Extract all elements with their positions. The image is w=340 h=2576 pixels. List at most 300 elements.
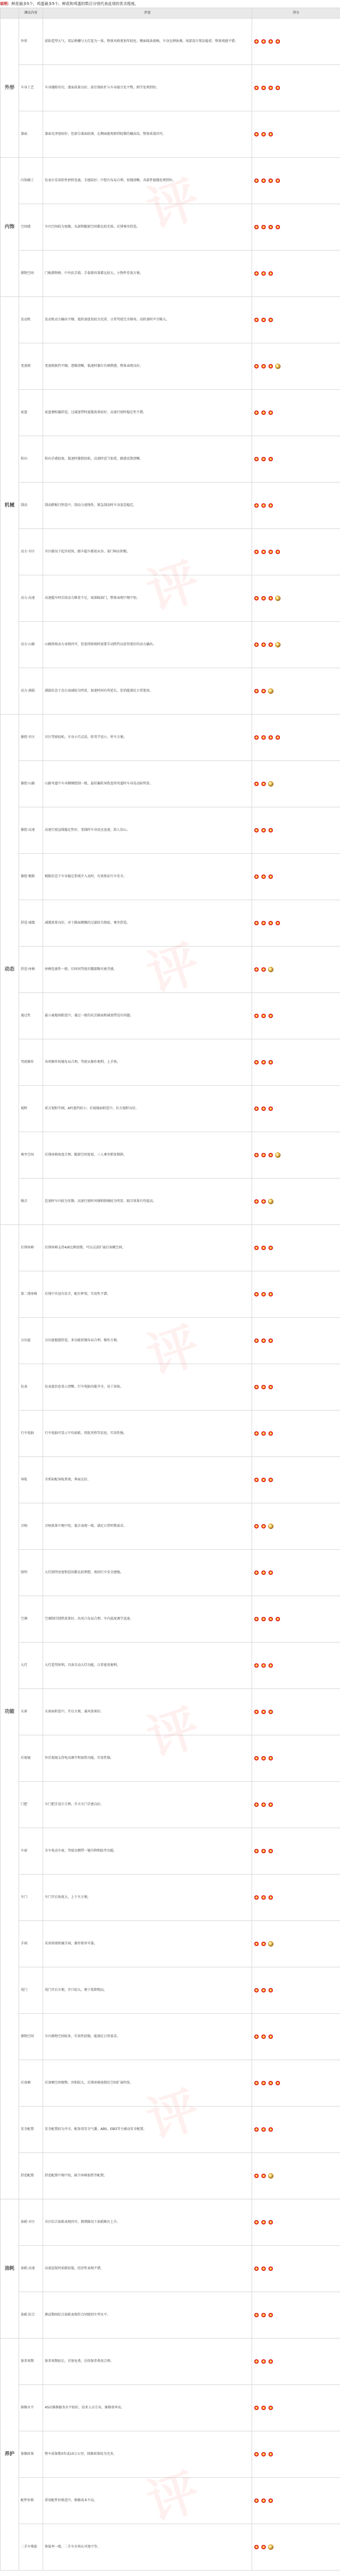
flower-icon — [254, 2359, 259, 2364]
row-item: 操控·极限 — [19, 854, 43, 900]
flower-icon — [254, 1338, 259, 1343]
flower-icon — [261, 1895, 266, 1900]
row-item: 后备厢 — [19, 2060, 43, 2107]
table-row — [1, 19, 340, 65]
table-row — [1, 2385, 340, 2431]
flower-icon — [275, 85, 281, 91]
flower-icon — [275, 178, 281, 183]
row-item: 噪音 — [19, 1179, 43, 1225]
row-item: 仪表 — [19, 1364, 43, 1411]
row-score — [252, 2339, 340, 2385]
row-desc: 底盘调校偏舒适，过减速带时滤震效果较好，高速行驶时稳定性不错。 — [43, 390, 252, 436]
section-category: 内饰 — [1, 158, 19, 297]
flower-icon — [254, 1524, 259, 1529]
row-desc: 整车质保期3年或10万公里，保修政策较为完善。 — [43, 2431, 252, 2478]
row-score — [252, 1596, 340, 1643]
row-desc: 变速箱换挡平顺，逻辑清晰，低速时偶尔有顿挫感，整体表现良好。 — [43, 343, 252, 390]
row-item: 维修水平 — [19, 2385, 43, 2431]
row-item: 车身工艺 — [19, 65, 43, 111]
flower-icon — [254, 1663, 259, 1668]
flower-icon — [254, 2498, 259, 2503]
table-row — [1, 204, 340, 251]
row-desc: 市区路况下起步轻快，跟车超车都很从容，油门响应积极。 — [43, 529, 252, 575]
row-score — [252, 2385, 340, 2431]
row-desc: 怠速时车内较为安静，高速行驶时风噪和胎噪较为明显，隔音效果有待提高。 — [43, 1179, 252, 1225]
flower-icon — [268, 1756, 273, 1761]
flower-icon — [254, 1060, 259, 1065]
flower-icon — [275, 735, 281, 740]
row-item: 发动机 — [19, 297, 43, 343]
row-desc: 门板储物格、中央扶手箱、手套箱容量都比较大，小物件存放方便。 — [43, 251, 252, 297]
header-score: 得分 — [252, 8, 340, 19]
row-item: 动力·山路 — [19, 622, 43, 668]
legend-note — [0, 0, 340, 8]
row-score — [252, 1457, 340, 1503]
section-category: 功能 — [1, 1225, 19, 2199]
row-item: 尾门 — [19, 1967, 43, 2014]
flower-icon — [261, 2266, 266, 2271]
flower-icon — [254, 2080, 259, 2086]
egg-icon — [275, 596, 281, 601]
row-desc: 转向手感轻盈，低速时操控轻松，高速时适当加重，路感反馈清晰。 — [43, 436, 252, 483]
section-category: 动态 — [1, 715, 19, 1225]
flower-icon — [254, 688, 259, 694]
flower-icon — [261, 456, 266, 462]
row-score — [252, 19, 340, 65]
flower-icon — [254, 2173, 259, 2179]
flower-icon — [268, 85, 273, 91]
row-score — [252, 1086, 340, 1132]
flower-icon — [254, 642, 259, 647]
table-row — [1, 807, 340, 854]
table-row — [1, 2014, 340, 2060]
flower-icon — [261, 1152, 266, 1158]
flower-icon — [254, 1616, 259, 1622]
flower-icon — [261, 364, 266, 369]
flower-icon — [268, 2498, 273, 2503]
flower-icon — [268, 224, 273, 230]
flower-icon — [268, 1152, 273, 1158]
row-score — [252, 2060, 340, 2107]
row-score — [252, 1735, 340, 1782]
table-row — [1, 1364, 340, 1411]
table-row — [1, 2107, 340, 2153]
row-desc: 座椅包裹性一般，长时间驾驶后腰部略有疲劳感。 — [43, 947, 252, 993]
row-score — [252, 343, 340, 390]
row-item: 二手车残值 — [19, 2524, 43, 2571]
flower-icon — [261, 549, 266, 555]
table-body — [1, 19, 340, 2571]
egg-icon — [275, 642, 281, 647]
row-item: 操控·山路 — [19, 761, 43, 807]
table-row — [1, 1550, 340, 1596]
row-score — [252, 900, 340, 947]
row-desc: 常用配件价格适中，维修成本不高。 — [43, 2478, 252, 2524]
row-item: 外形 — [19, 19, 43, 65]
row-score — [252, 2431, 340, 2478]
flower-icon — [254, 1477, 259, 1483]
row-score — [252, 436, 340, 483]
flower-icon — [275, 2080, 281, 2086]
flower-icon — [268, 1477, 273, 1483]
flower-icon — [261, 967, 266, 972]
flower-icon — [254, 132, 259, 137]
flower-icon — [268, 1988, 273, 1993]
row-item: 行车电脑 — [19, 1411, 43, 1457]
row-desc: 外后视镜支持电动调节和加热功能，实用性强。 — [43, 1735, 252, 1782]
row-desc: 各项操作按键布局合理，驾驶员操作便利，上手快。 — [43, 1039, 252, 1086]
flower-icon — [268, 132, 273, 137]
flower-icon — [254, 2220, 259, 2225]
flower-icon — [261, 1106, 266, 1111]
flower-icon — [254, 1988, 259, 1993]
watermark: 评 — [140, 1313, 212, 1387]
row-score — [252, 1550, 340, 1596]
row-desc: 山路爬坡动力表现尚可，但连续爬坡时需要手动降挡以获得更好的动力输出。 — [43, 622, 252, 668]
table-row — [1, 297, 340, 343]
table-row — [1, 1689, 340, 1735]
table-row — [1, 2478, 340, 2524]
flower-icon — [268, 2266, 273, 2271]
flower-icon — [254, 1709, 259, 1715]
flower-icon — [254, 596, 259, 601]
flower-icon — [254, 1199, 259, 1204]
flower-icon — [261, 132, 266, 137]
table-row — [1, 2524, 340, 2571]
egg-icon — [268, 781, 273, 787]
flower-icon — [268, 271, 273, 276]
table-row — [1, 2246, 340, 2292]
row-desc: 全系标配导航系统，界面友好。 — [43, 1457, 252, 1503]
row-score — [252, 1921, 340, 1967]
flower-icon — [254, 1152, 259, 1158]
table-row — [1, 1411, 340, 1457]
flower-icon — [261, 2173, 266, 2179]
table-row — [1, 111, 340, 158]
row-item: 手刹 — [19, 1921, 43, 1967]
egg-icon — [268, 1941, 273, 1947]
row-score — [252, 1411, 340, 1457]
table-row — [1, 715, 340, 761]
flower-icon — [268, 549, 273, 555]
flower-icon — [254, 967, 259, 972]
flower-icon — [254, 2405, 259, 2411]
flower-icon — [261, 85, 266, 91]
flower-icon — [268, 2312, 273, 2318]
section-category: 机械 — [1, 297, 19, 715]
flower-icon — [268, 1338, 273, 1343]
flower-icon — [261, 596, 266, 601]
table-row — [1, 1782, 340, 1828]
row-item: 安全配置 — [19, 2107, 43, 2153]
row-item: 驾驶操作 — [19, 1039, 43, 1086]
row-score — [252, 854, 340, 900]
flower-icon — [254, 85, 259, 91]
review-table — [0, 8, 340, 2571]
flower-icon — [268, 920, 273, 926]
flower-icon — [268, 456, 273, 462]
header-item: 测试内容 — [19, 8, 43, 19]
flower-icon — [261, 828, 266, 833]
row-score — [252, 1967, 340, 2014]
flower-icon — [254, 920, 259, 926]
table-row — [1, 436, 340, 483]
flower-icon — [261, 224, 266, 230]
watermark: 评 — [140, 167, 212, 240]
flower-icon — [268, 2127, 273, 2132]
flower-icon — [268, 2452, 273, 2457]
flower-icon — [254, 1848, 259, 1854]
row-item: 动力·高速 — [19, 575, 43, 622]
row-desc: 仪表盘信息显示清晰，行车电脑功能齐全，易于读取。 — [43, 1364, 252, 1411]
flower-icon — [275, 224, 281, 230]
flower-icon — [254, 364, 259, 369]
flower-icon — [254, 2127, 259, 2132]
row-item: 第二排座椅 — [19, 1271, 43, 1318]
row-desc: 音响效果中规中矩，低音表现一般，满足日常听歌需求。 — [43, 1503, 252, 1550]
row-score — [252, 2292, 340, 2339]
row-item: 操控·市区 — [19, 715, 43, 761]
flower-icon — [261, 178, 266, 183]
flower-icon — [275, 549, 281, 555]
table-row — [1, 1503, 340, 1550]
row-score — [252, 622, 340, 668]
row-score — [252, 993, 340, 1039]
row-desc: 尾门开启方便，开口较大，便于装卸物品。 — [43, 1967, 252, 2014]
table-row — [1, 1828, 340, 1875]
flower-icon — [268, 503, 273, 508]
flower-icon — [268, 1802, 273, 1807]
section-category: 外形 — [1, 19, 19, 158]
row-score — [252, 2524, 340, 2571]
flower-icon — [254, 410, 259, 415]
row-desc: 天窗面积适中，开启方便，通风效果好。 — [43, 1689, 252, 1735]
flower-icon — [261, 1988, 266, 1993]
flower-icon — [261, 1941, 266, 1947]
row-item: 操控·高速 — [19, 807, 43, 854]
flower-icon — [261, 1199, 266, 1204]
row-desc: 山路弯道中车身侧倾控制一般，悬挂偏软导致连续弯道时车身晃动较明显。 — [43, 761, 252, 807]
row-desc: 高速超车时后段动力略显不足，需深踩油门，整体表现中规中矩。 — [43, 575, 252, 622]
row-item: 照明 — [19, 1550, 43, 1596]
egg-icon — [275, 1152, 281, 1158]
row-score — [252, 668, 340, 715]
flower-icon — [261, 271, 266, 276]
row-item: 方向盘 — [19, 1318, 43, 1364]
flower-icon — [254, 2452, 259, 2457]
row-item: 门把 — [19, 1782, 43, 1828]
row-item: 大灯 — [19, 1643, 43, 1689]
flower-icon — [268, 1709, 273, 1715]
section-category: 油耗 — [1, 2199, 19, 2339]
row-desc: 市区驾驶轻松，车身小巧灵活，转弯半径小，停车方便。 — [43, 715, 252, 761]
row-score — [252, 1271, 340, 1318]
flower-icon — [261, 781, 266, 787]
flower-icon — [261, 1060, 266, 1065]
row-item: 底盘 — [19, 390, 43, 436]
row-desc: 车内储物空间较多，实用性较强，能满足日常需求。 — [43, 2014, 252, 2060]
row-item: 车窗 — [19, 1828, 43, 1875]
flower-icon — [268, 1013, 273, 1019]
flower-icon — [261, 1431, 266, 1436]
flower-icon — [261, 1338, 266, 1343]
flower-icon — [254, 1384, 259, 1390]
row-score — [252, 158, 340, 204]
row-desc: 仪表台采用软性材料包裹，手感较好；中控台布局合理，按键清晰，各部件接缝处理到位。 — [43, 158, 252, 204]
row-item: 后视镜 — [19, 1735, 43, 1782]
flower-icon — [268, 735, 273, 740]
row-desc: 制动踏板行程适中，制动力度线性，紧急制动时车身姿态稳定。 — [43, 483, 252, 529]
row-item: 油耗·市区 — [19, 2199, 43, 2246]
row-score — [252, 575, 340, 622]
row-desc: 后排座椅角度合理，腿部空间宽裕，三人乘坐稍显拥挤。 — [43, 1132, 252, 1179]
row-item: 空间感 — [19, 204, 43, 251]
row-desc: 市区综合油耗表现尚可，拥堵路况下油耗略有上升。 — [43, 2199, 252, 2246]
row-score — [252, 390, 340, 436]
flower-icon — [261, 2034, 266, 2039]
row-score — [252, 1828, 340, 1875]
legend-note-text: 鲜花最多5个，鸡蛋最多5个。鲜花和鸡蛋的数目分别代表此项的优劣程度。 — [11, 2, 139, 6]
row-item: 储物空间 — [19, 251, 43, 297]
flower-icon — [261, 1570, 266, 1575]
flower-icon — [261, 1384, 266, 1390]
flower-icon — [254, 781, 259, 787]
row-score — [252, 297, 340, 343]
egg-icon — [268, 2544, 273, 2550]
row-score — [252, 65, 340, 111]
row-item: 油耗·综合 — [19, 2292, 43, 2339]
flower-icon — [254, 317, 259, 323]
row-desc: 采用传统机械手刹，操作简单可靠。 — [43, 1921, 252, 1967]
table-row — [1, 1132, 340, 1179]
row-score — [252, 807, 340, 854]
header-desc: 评述 — [43, 8, 252, 19]
row-desc: 减震效果良好，对于路面颠簸的过滤较为彻底，乘坐舒适。 — [43, 900, 252, 947]
table-row — [1, 65, 340, 111]
row-desc: 空调制冷制热效果好，出风口布局合理，车内温度调节迅速。 — [43, 1596, 252, 1643]
flower-icon — [268, 1663, 273, 1668]
row-item: 配件价格 — [19, 2478, 43, 2524]
flower-icon — [261, 39, 266, 44]
watermark: 评 — [140, 931, 212, 1004]
flower-icon — [261, 2405, 266, 2411]
flower-icon — [261, 1663, 266, 1668]
table-row — [1, 343, 340, 390]
flower-icon — [268, 178, 273, 183]
flower-icon — [254, 503, 259, 508]
flower-icon — [268, 2080, 273, 2086]
row-score — [252, 1503, 340, 1550]
row-desc: 保养周期较长，首保免费，后续保养费用合理。 — [43, 2339, 252, 2385]
table-row — [1, 900, 340, 947]
table-row — [1, 1875, 340, 1921]
flower-icon — [268, 1431, 273, 1436]
watermark: 评 — [140, 1695, 212, 1769]
flower-icon — [268, 364, 273, 369]
flower-icon — [261, 1245, 266, 1251]
flower-icon — [268, 596, 273, 601]
row-desc: 大灯造型犀利，具备自动大灯功能，日常使用便利。 — [43, 1643, 252, 1689]
flower-icon — [254, 1802, 259, 1807]
flower-icon — [261, 1802, 266, 1807]
egg-icon — [268, 2173, 273, 2179]
row-item: 动力·满载 — [19, 668, 43, 715]
row-desc: 保值率一般，二手车市场认可度中等。 — [43, 2524, 252, 2571]
row-score — [252, 2153, 340, 2199]
flower-icon — [268, 1245, 273, 1251]
flower-icon — [254, 456, 259, 462]
row-item: 通过性 — [19, 993, 43, 1039]
table-row — [1, 1039, 340, 1086]
row-item: 保养周期 — [19, 2339, 43, 2385]
egg-icon — [268, 1199, 273, 1204]
row-desc: 前方视野开阔，A柱遮挡较小；后视镜面积适中，后方视野良好。 — [43, 1086, 252, 1132]
flower-icon — [261, 503, 266, 508]
flower-icon — [261, 1524, 266, 1529]
flower-icon — [268, 1570, 273, 1575]
row-item: 舒适·座椅 — [19, 947, 43, 993]
row-desc: 漆面光泽度较好，但部分漆面较薄，在侧面能观察到轻微的橘皮纹，整体质量尚可。 — [43, 111, 252, 158]
table-header-row — [1, 8, 340, 19]
row-score — [252, 761, 340, 807]
flower-icon — [254, 1013, 259, 1019]
watermark: 评 — [140, 549, 212, 622]
flower-icon — [268, 39, 273, 44]
table-row — [1, 1179, 340, 1225]
row-item: 储物空间 — [19, 2014, 43, 2060]
row-score — [252, 1782, 340, 1828]
flower-icon — [268, 1895, 273, 1900]
table-row — [1, 483, 340, 529]
row-score — [252, 1132, 340, 1179]
row-desc: 发动机动力输出平顺，低转速扭矩较为充沛，日常驾驶完全够用，高转速时声音略大。 — [43, 297, 252, 343]
row-score — [252, 2199, 340, 2246]
row-desc: 车门把手设计合理，开关车门手感良好。 — [43, 1782, 252, 1828]
flower-icon — [275, 920, 281, 926]
row-desc: 安全配置较为齐全，配备双安全气囊、ABS、EBD等主被动安全配置。 — [43, 2107, 252, 2153]
row-desc: 行车电脑可显示平均油耗、续航里程等信息，实用性强。 — [43, 1411, 252, 1457]
flower-icon — [254, 2034, 259, 2039]
flower-icon — [254, 2266, 259, 2271]
flower-icon — [261, 1477, 266, 1483]
row-item: 变速箱 — [19, 343, 43, 390]
row-score — [252, 2014, 340, 2060]
flower-icon — [261, 1616, 266, 1622]
flower-icon — [261, 2452, 266, 2457]
legend-note-label: 说明： — [0, 2, 11, 6]
flower-icon — [254, 224, 259, 230]
row-desc: 后排中央设有扶手，配有杯架，实用性不错。 — [43, 1271, 252, 1318]
flower-icon — [261, 410, 266, 415]
flower-icon — [268, 642, 273, 647]
flower-icon — [254, 735, 259, 740]
flower-icon — [254, 1431, 259, 1436]
row-desc: 满载状态下动力衰减较为明显，加速时间有所延长，但仍能满足日常使用。 — [43, 668, 252, 715]
table-row — [1, 1086, 340, 1132]
row-score — [252, 2107, 340, 2153]
flower-icon — [254, 2312, 259, 2318]
row-score — [252, 1689, 340, 1735]
flower-icon — [268, 2034, 273, 2039]
flower-icon — [268, 1106, 273, 1111]
egg-icon — [268, 688, 273, 694]
row-desc: 车身缝隙均匀，漆面质量良好，前后保险杠与车身接合处平整，细节处理到位。 — [43, 65, 252, 111]
table-row — [1, 1596, 340, 1643]
flower-icon — [261, 642, 266, 647]
flower-icon — [254, 1941, 259, 1947]
flower-icon — [261, 2220, 266, 2225]
flower-icon — [268, 2359, 273, 2364]
